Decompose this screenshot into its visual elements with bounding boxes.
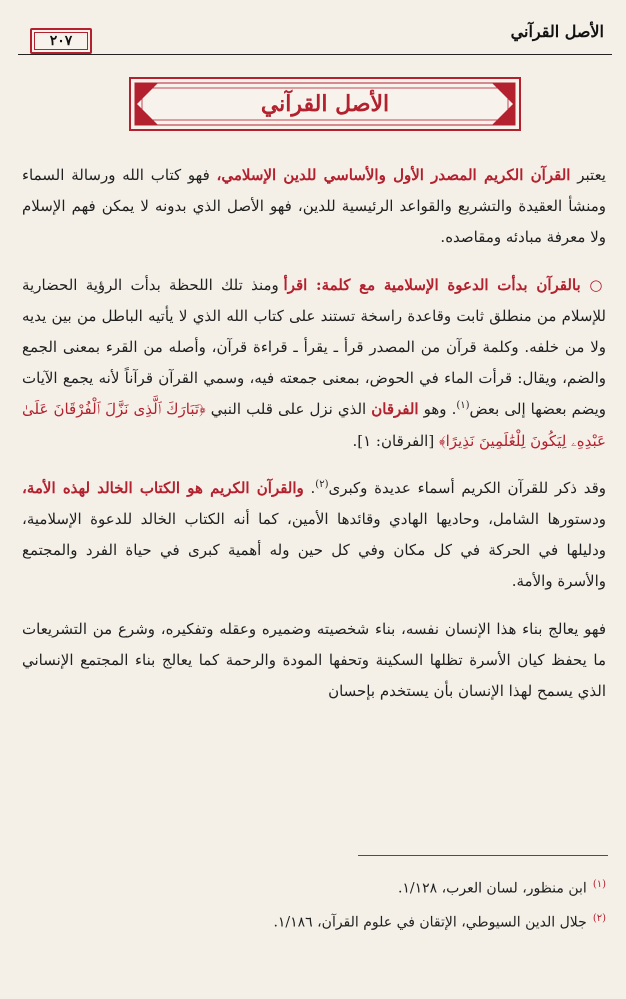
footnote-1: [22, 870, 606, 904]
p2-furqan: الفرقان: [371, 400, 419, 419]
p2-text3: الذي نزل على قلب النبي: [205, 400, 372, 419]
bullet-icon: ○: [589, 275, 606, 294]
footnote-text: جلال الدين السيوطي، الإتقان في علوم القرآن، ١/١٨٦.: [273, 914, 587, 931]
p3-text3: ودستورها الشامل، وحاديها الهادي وقائدها الأمين، كما أنه الكتاب الخالد للدعوة الإسلامية، ودليلها في الحركة في كل مكان وفي كل حين وله أهمية كبرى في حياة الفرد والمجتمع والأسرة والأمة.: [22, 510, 606, 591]
paragraph-4: [22, 614, 606, 708]
p2-highlight: بالقرآن بدأت الدعوة الإسلامية مع كلمة: اقرأ: [283, 275, 590, 294]
header-divider: [18, 54, 612, 55]
chapter-title: الأصل القرآني: [260, 91, 390, 117]
paragraph-2: [22, 270, 606, 457]
chapter-banner: [128, 76, 522, 132]
p2-text1: ومنذ تلك اللحظة بدأت الرؤية الحضارية للإسلام من منطلق ثابت وقاعدة راسخة تستند على كتاب الله الذي لا يأتيه الباطل من بين يديه ولا من خلفه. وكلمة قرآن من المصدر قرأ ـ يقرأ ـ قراءة قرآن، وأصله من القرء بمعنى الجمع والضم، ويقال: قرأت الماء في الحوض، بمعنى جمعته فيه، وسمي القرآن قرآناً لأنه يجمع الآيات ويضم بعضها إلى بعض: [22, 275, 607, 419]
running-title: الأصل القرآني: [510, 22, 604, 41]
p1-intro: يعتبر: [570, 166, 606, 184]
p4-text: فهو يعالج بناء هذا الإنسان نفسه، بناء شخصيته وضميره وعقله وتفكيره، وشرع من التشريعات ما يحفظ كيان الأسرة تظلها السكينة وتحفها المودة والرحمة كما يعالج بناء المجتمع الإنساني الذي يسمح لهذا الإنسان بأن يستخدم بإحسان: [22, 619, 606, 701]
p2-text2: . وهو: [418, 400, 457, 419]
footnote-text: ابن منظور، لسان العرب، ١/١٢٨.: [397, 880, 587, 897]
verse-reference: [الفرقان: ١].: [352, 431, 439, 450]
paragraph-3: [22, 473, 606, 598]
footnote-number: (٢): [592, 912, 606, 924]
footnote-ref-1: (١): [456, 400, 470, 412]
footnote-2: [22, 904, 606, 938]
footnote-divider: [358, 855, 608, 856]
footnote-number: (١): [592, 879, 606, 890]
footnotes: [22, 870, 606, 937]
p3-text2: .: [303, 478, 316, 497]
page-number: ٢٠٧: [30, 28, 92, 54]
p1-highlight: القرآن الكريم المصدر الأول والأساسي للدين الإسلامي،: [216, 166, 571, 184]
footnote-ref-2: (٢): [315, 478, 329, 490]
p3-text1: وقد ذكر للقرآن الكريم أسماء عديدة وكبرى: [328, 478, 606, 497]
quran-verse: ﴿تَبَارَكَ ٱلَّذِى نَزَّلَ ٱلْفُرْقَانَ عَلَىٰ عَبْدِهِۦ لِيَكُونَ لِلْعَٰلَمِينَ نَذِيرًا﴾: [22, 400, 606, 450]
p1-rest: فهو كتاب الله ورسالة السماء ومنشأ العقيدة والتشريع والقواعد الرئيسية للدين، فهو الأصل الذي بدونه لا يمكن فهم الإسلام ولا معرفة مبادئه ومقاصده.: [22, 166, 606, 247]
paragraph-1: [22, 160, 606, 254]
main-text: [22, 160, 606, 723]
p3-highlight: والقرآن الكريم هو الكتاب الخالد لهذه الأمة،: [22, 478, 304, 497]
